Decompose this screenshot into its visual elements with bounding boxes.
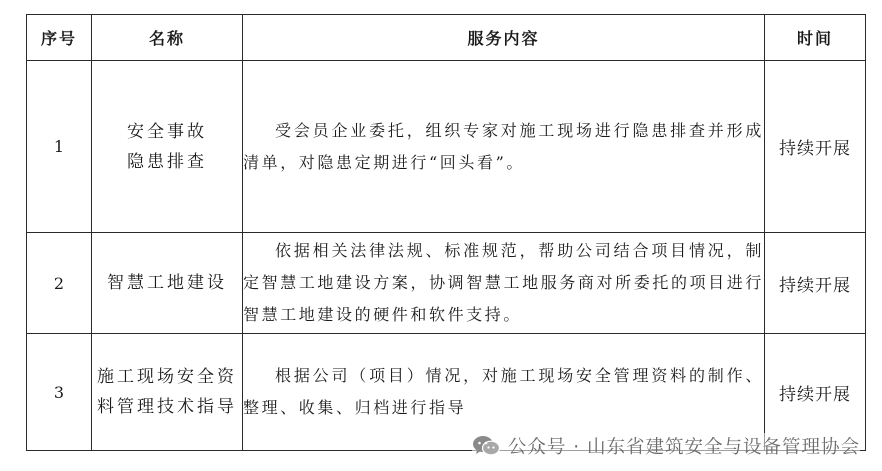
row-content — [243, 61, 765, 233]
row-content — [243, 233, 765, 334]
row-name-line: 安全事故 — [127, 121, 207, 142]
row-content-text: 根据公司（项目）情况，对施工现场安全管理资料的制作、整理、收集、归档进行指导 — [243, 366, 764, 417]
row-name-line: 施工现场安全资 — [97, 367, 237, 387]
wechat-watermark — [472, 433, 860, 459]
row-time: 持续开展 — [765, 233, 866, 334]
row-name-line: 智慧工地建设 — [107, 273, 227, 293]
row-number: 2 — [27, 233, 92, 334]
row-name — [92, 233, 243, 334]
row-number: 1 — [27, 61, 92, 233]
row-time: 持续开展 — [765, 61, 866, 233]
row-name-line: 隐患排查 — [127, 151, 207, 172]
header-service-content: 服务内容 — [243, 15, 765, 61]
header-time: 时间 — [765, 15, 866, 61]
row-name — [92, 334, 243, 451]
row-name-line: 料管理技术指导 — [97, 397, 237, 417]
watermark-text: 公众号 · 山东省建筑安全与设备管理协会 — [507, 437, 860, 458]
service-table — [26, 14, 866, 451]
row-number: 3 — [27, 334, 92, 451]
row-name — [92, 61, 243, 233]
header-serial-number: 序号 — [27, 15, 92, 61]
row-time: 持续开展 — [765, 334, 866, 451]
wechat-icon — [472, 435, 500, 457]
table-row — [27, 61, 866, 233]
header-name: 名称 — [92, 15, 243, 61]
table-row — [27, 233, 866, 334]
row-content-text: 依据相关法律法规、标准规范，帮助公司结合项目情况，制定智慧工地建设方案，协调智慧工地服务商对所委托的项目进行智慧工地建设的硬件和软件支持。 — [243, 241, 764, 324]
row-content-text: 受会员企业委托，组织专家对施工现场进行隐患排查并形成清单，对隐患定期进行“回头看”。 — [243, 120, 764, 172]
table-header-row — [27, 15, 866, 61]
